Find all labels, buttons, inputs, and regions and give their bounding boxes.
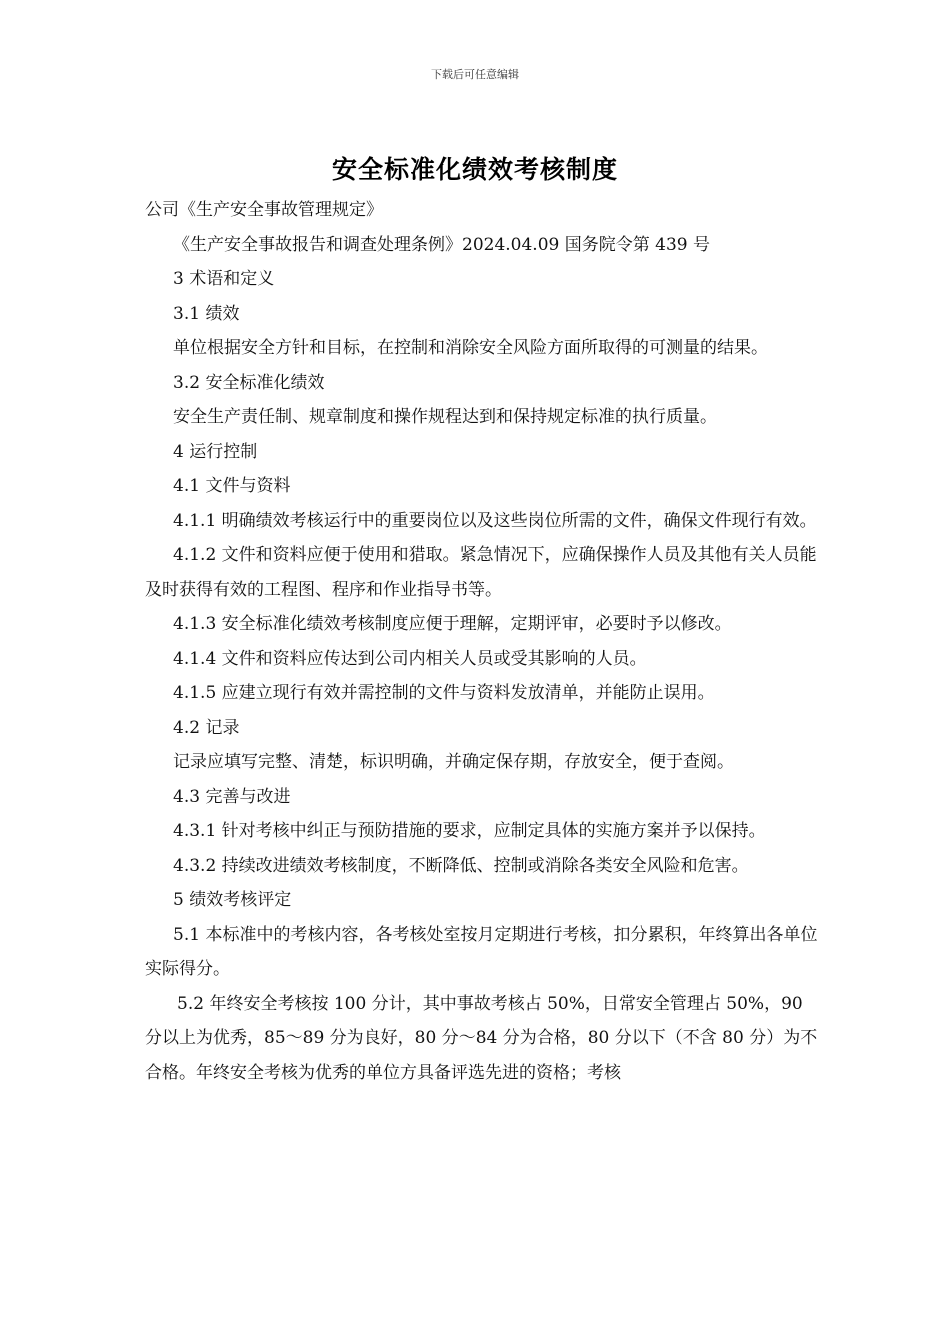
- subsection-heading: 4.3 完善与改进: [173, 786, 291, 807]
- paragraph: 4.3.1 针对考核中纠正与预防措施的要求，应制定具体的实施方案并予以保持。: [173, 821, 766, 841]
- paragraph: 《生产安全事故报告和调查处理条例》2024.04.09 国务院令第 439 号: [173, 234, 710, 255]
- paragraph: 5.1 本标准中的考核内容，各考核处室按月定期进行考核，扣分累积，年终算出各单位实际得分。: [145, 924, 818, 979]
- document-body: [145, 193, 825, 1090]
- paragraph: 4.3.2 持续改进绩效考核制度，不断降低、控制或消除各类安全风险和危害。: [173, 855, 749, 876]
- paragraph: 安全生产责任制、规章制度和操作规程达到和保持规定标准的执行质量。: [173, 407, 717, 427]
- subsection-heading: 3.1 绩效: [173, 303, 240, 324]
- paragraph: 4.1.1 明确绩效考核运行中的重要岗位以及这些岗位所需的文件，确保文件现行有效。: [173, 510, 817, 531]
- paragraph: 公司《生产安全事故管理规定》: [145, 200, 383, 220]
- subsection-heading: 4.2 记录: [173, 717, 240, 738]
- paragraph: 4.1.5 应建立现行有效并需控制的文件与资料发放清单，并能防止误用。: [173, 683, 715, 703]
- document-title: 安全标准化绩效考核制度: [331, 155, 618, 184]
- paragraph: 4.1.3 安全标准化绩效考核制度应便于理解，定期评审，必要时予以修改。: [173, 614, 732, 634]
- section-heading: 4 运行控制: [173, 441, 258, 462]
- paragraph: 单位根据安全方针和目标，在控制和消除安全风险方面所取得的可测量的结果。: [173, 338, 768, 358]
- page-header-note: 下载后可任意编辑: [431, 68, 519, 81]
- subsection-heading: 3.2 安全标准化绩效: [173, 372, 325, 393]
- section-heading: 5 绩效考核评定: [173, 890, 292, 910]
- subsection-heading: 4.1 文件与资料: [173, 476, 291, 496]
- paragraph: 4.1.4 文件和资料应传达到公司内相关人员或受其影响的人员。: [173, 648, 647, 669]
- paragraph: 5.2 年终安全考核按 100 分计，其中事故考核占 50%，日常安全管理占 50%，90 分以上为优秀，85～89 分为良好，80 分～84 分为合格，80 分以下（不含 80 分）为不合格。年终安全考核为优秀的单位方具备评选先进的资格；考核: [145, 993, 818, 1083]
- paragraph: 4.1.2 文件和资料应便于使用和猎取。紧急情况下，应确保操作人员及其他有关人员能及时获得有效的工程图、程序和作业指导书等。: [145, 545, 817, 600]
- paragraph: 记录应填写完整、清楚，标识明确，并确定保存期，存放安全，便于查阅。: [173, 752, 734, 772]
- section-heading: 3 术语和定义: [173, 269, 275, 289]
